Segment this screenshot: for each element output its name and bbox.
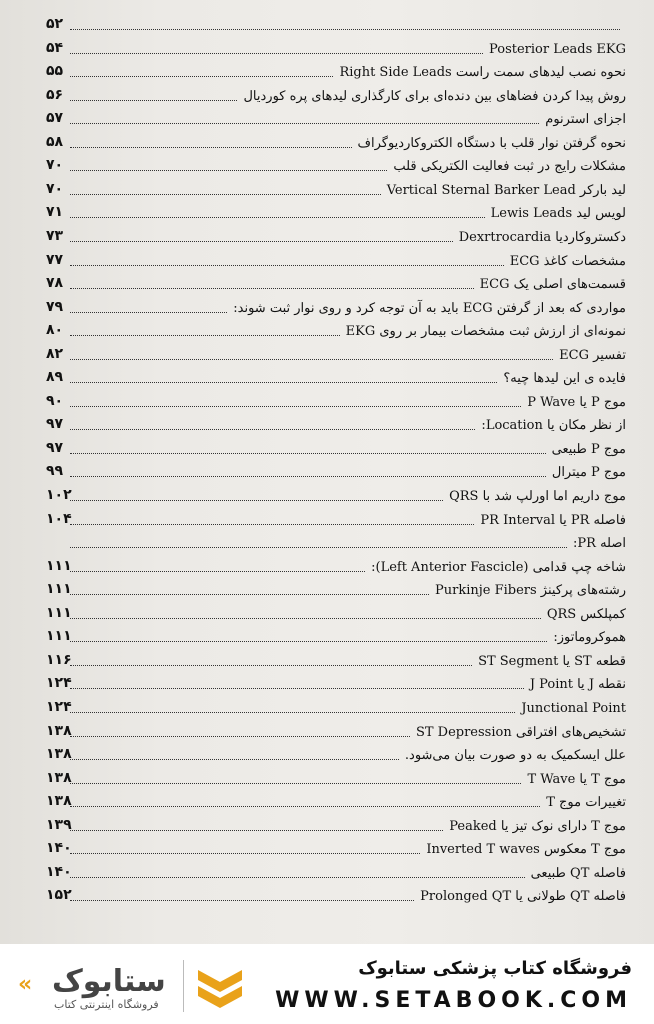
toc-entry-title: موج P میترال	[551, 465, 626, 481]
toc-entry-title: کمپلکس QRS	[546, 606, 626, 622]
toc-page-number: ۸۹	[46, 369, 64, 386]
toc-entry-title: موج داریم اما اورلپ شد با QRS	[449, 489, 626, 504]
store-footer	[0, 944, 654, 1024]
toc-page-number: ۱۱۱	[46, 628, 72, 645]
toc-row[interactable]	[30, 338, 630, 364]
leader-dots	[70, 265, 504, 266]
toc-row[interactable]	[30, 809, 630, 835]
leader-dots	[70, 830, 443, 831]
toc-page-number: ۷۸	[46, 275, 64, 292]
toc-row[interactable]	[30, 8, 630, 34]
toc-entry-title: علل ایسکمیک به دو صورت بیان می‌شود.	[404, 748, 626, 764]
store-name: فروشگاه کتاب پزشکی ستابوک	[358, 958, 632, 979]
toc-row[interactable]	[30, 503, 630, 529]
toc-page-number: ۷۰	[46, 157, 64, 174]
leader-dots	[70, 359, 553, 360]
toc-page-number: ۵۵	[46, 63, 64, 80]
toc-page-number: ۸۰	[46, 322, 64, 339]
toc-entry-title: نقطه J یا J Point	[529, 677, 626, 693]
toc-entry-title: موج P یا P Wave	[527, 394, 626, 410]
leader-dots	[70, 618, 541, 619]
toc-row[interactable]	[30, 55, 630, 81]
toc-row[interactable]	[30, 667, 630, 693]
toc-page-number: ۱۱۱	[46, 557, 72, 574]
toc-entry-title: تغییرات موج T	[546, 795, 626, 811]
toc-row[interactable]	[30, 173, 630, 199]
toc-row[interactable]	[30, 879, 630, 905]
leader-dots	[70, 29, 620, 30]
toc-page-number: ۱۲۴	[46, 675, 72, 692]
toc-entry-title: نحوه نصب لیدهای سمت راست Right Side Leads	[339, 65, 626, 81]
toc-entry-title: از نظر مکان یا Location:	[481, 418, 626, 434]
toc-entry-title: Junctional Point	[521, 700, 626, 716]
toc-row[interactable]	[30, 691, 630, 717]
leader-dots	[70, 453, 546, 454]
toc-page-number: ۷۱	[46, 204, 64, 221]
toc-row[interactable]	[30, 644, 630, 670]
book-chevron-icon	[196, 962, 244, 1010]
toc-page-number: ۹۰	[46, 392, 64, 409]
toc-page-number: ۱۵۲	[46, 887, 72, 904]
toc-page-number: ۹۹	[46, 463, 64, 480]
toc-entry-title: موج T دارای نوک تیز یا Peaked	[449, 818, 626, 834]
logo-name: ستابوک	[52, 964, 166, 999]
toc-entry-title: هموکروماتوز:	[553, 630, 626, 646]
arrows-icon: «	[18, 972, 33, 997]
setabook-logo[interactable]	[18, 956, 248, 1016]
leader-dots	[70, 406, 521, 407]
leader-dots	[70, 712, 515, 713]
leader-dots	[70, 241, 453, 242]
toc-row[interactable]	[30, 785, 630, 811]
toc-row[interactable]	[30, 126, 630, 152]
leader-dots	[70, 53, 483, 54]
toc-page-number: ۱۳۸	[46, 793, 72, 810]
leader-dots	[70, 806, 540, 807]
toc-entry-title: فاصله PR یا PR Interval	[480, 512, 626, 528]
toc-page-number: ۵۲	[46, 16, 64, 32]
toc-row[interactable]	[30, 102, 630, 128]
toc-row[interactable]	[30, 244, 630, 270]
toc-page-number: ۱۲۴	[46, 698, 72, 715]
toc-row[interactable]	[30, 32, 630, 58]
toc-entry-title: نحوه گرفتن نوار قلب با دستگاه الکتروکاردیوگراف	[357, 135, 626, 151]
toc-row[interactable]	[30, 220, 630, 246]
toc-row[interactable]	[30, 832, 630, 858]
toc-row[interactable]	[30, 479, 630, 505]
toc-entry-title: قطعه ST یا ST Segment	[478, 653, 626, 669]
leader-dots	[70, 123, 539, 124]
toc-page-number: ۵۶	[46, 86, 64, 103]
toc-page-number: ۵۸	[46, 133, 64, 150]
leader-dots	[70, 500, 443, 501]
toc-row[interactable]	[30, 762, 630, 788]
toc-page-number: ۵۷	[46, 110, 64, 127]
toc-entry-title: مواردی که بعد از گرفتن ECG باید به آن توجه کرد و روی نوار ثبت شوند:	[233, 300, 626, 316]
toc-page-number: ۱۳۹	[46, 816, 72, 833]
leader-dots	[70, 877, 525, 878]
leader-dots	[70, 429, 475, 430]
leader-dots	[70, 100, 237, 101]
leader-dots	[70, 571, 365, 572]
toc-entry-title: روش پیدا کردن فضاهای بین دنده‌ای برای کارگذاری لیدهای پره کوردیال	[243, 88, 626, 104]
toc-row[interactable]	[30, 385, 630, 411]
toc-row[interactable]	[30, 408, 630, 434]
toc-entry-title: فاصله QT طبیعی	[530, 865, 626, 881]
toc-page-number: ۱۳۸	[46, 746, 72, 763]
leader-dots	[70, 900, 414, 901]
toc-entry-title: شاخه چپ قدامی (Left Anterior Fascicle):	[371, 559, 626, 575]
toc-row[interactable]	[30, 267, 630, 293]
leader-dots	[70, 194, 381, 195]
store-url[interactable]: WWW.SETABOOK.COM	[275, 988, 632, 1013]
toc-entry-title: اصله PR:	[573, 536, 626, 552]
toc-row[interactable]	[30, 597, 630, 623]
toc-page-number: ۱۴۰	[46, 840, 72, 857]
toc-page-number: ۱۰۴	[46, 510, 72, 527]
leader-dots	[70, 312, 227, 313]
toc-page-number: ۹۷	[46, 416, 64, 433]
toc-page-number: ۱۱۶	[46, 651, 72, 668]
toc-row[interactable]	[30, 432, 630, 458]
leader-dots	[70, 665, 472, 666]
leader-dots	[70, 76, 333, 77]
leader-dots	[70, 641, 547, 642]
toc-entry-title: Posterior Leads EKG	[489, 41, 626, 57]
toc-row[interactable]	[30, 79, 630, 105]
toc-entry-title: لویس لید Lewis Leads	[490, 206, 626, 222]
leader-dots	[70, 217, 485, 218]
leader-dots	[70, 476, 546, 477]
toc-row[interactable]	[30, 550, 630, 576]
leader-dots	[70, 170, 387, 171]
logo-divider	[183, 960, 184, 1012]
toc-row[interactable]	[30, 361, 630, 387]
leader-dots	[70, 594, 429, 595]
leader-dots	[70, 853, 420, 854]
toc-page-number: ۱۱۱	[46, 604, 72, 621]
toc-entry-title: فاصله QT طولانی یا Prolonged QT	[420, 889, 626, 905]
leader-dots	[70, 524, 474, 525]
toc-page-number: ۱۳۸	[46, 769, 72, 786]
toc-entry-title: تشخیص‌های افتراقی ST Depression	[415, 724, 626, 740]
toc-row[interactable]	[30, 573, 630, 599]
toc-page-number: ۹۷	[46, 439, 64, 456]
toc-page-number: ۷۷	[46, 251, 64, 268]
toc-entry-title: موج P طبیعی	[551, 441, 626, 457]
toc-page-number: ۷۰	[46, 180, 64, 197]
toc-page-number: ۱۳۸	[46, 722, 72, 739]
toc-row[interactable]	[30, 856, 630, 882]
leader-dots	[70, 147, 352, 148]
leader-dots	[70, 547, 567, 548]
toc-row[interactable]	[30, 455, 630, 481]
toc-entry-title: موج T یا T Wave	[527, 771, 626, 787]
toc-row[interactable]	[30, 715, 630, 741]
toc-row[interactable]	[30, 196, 630, 222]
toc-entry-title: تفسیر ECG	[559, 347, 626, 363]
logo-subtitle: فروشگاه اینترنتی کتاب	[54, 998, 159, 1011]
toc-entry-title: رشته‌های پرکینژ Purkinje Fibers	[434, 583, 626, 599]
toc-page-number: ۷۹	[46, 298, 64, 315]
toc-page-number: ۸۲	[46, 345, 64, 362]
leader-dots	[70, 759, 399, 760]
leader-dots	[70, 288, 474, 289]
toc-row[interactable]	[30, 314, 630, 340]
toc-row[interactable]	[30, 149, 630, 175]
toc-entry-title: اجزای استرنوم	[545, 112, 626, 128]
toc-page-number: ۵۴	[46, 39, 64, 56]
toc-entry-title: قسمت‌های اصلی یک ECG	[479, 277, 626, 293]
toc-entry-title: دکستروکاردیا Dexrtrocardia	[458, 229, 626, 245]
toc-entry-title: مشخصات کاغذ ECG	[509, 253, 626, 269]
leader-dots	[70, 335, 340, 336]
toc-entry-title: لید بارکر Vertical Sternal Barker Lead	[386, 182, 626, 198]
leader-dots	[70, 382, 497, 383]
leader-dots	[70, 688, 524, 689]
toc-entry-title: مشکلات رایج در ثبت فعالیت الکتریکی قلب	[393, 159, 626, 175]
toc-page-number: ۱۰۲	[46, 487, 72, 503]
toc-page-number: ۷۳	[46, 227, 64, 244]
toc-entry-title: فایده ی این لیدها چیه؟	[503, 371, 626, 387]
toc-page-number: ۱۴۰	[46, 863, 72, 880]
leader-dots	[70, 736, 410, 737]
toc-row[interactable]	[30, 291, 630, 317]
toc-row[interactable]	[30, 738, 630, 764]
toc-entry-title: موج T معکوس Inverted T waves	[426, 842, 626, 858]
toc-row[interactable]	[30, 620, 630, 646]
leader-dots	[70, 783, 521, 784]
toc-entry-title: نمونه‌ای از ارزش ثبت مشخصات بیمار بر روی EKG	[345, 324, 626, 340]
toc-page-number: ۱۱۱	[46, 581, 72, 598]
toc-row[interactable]	[30, 526, 630, 552]
